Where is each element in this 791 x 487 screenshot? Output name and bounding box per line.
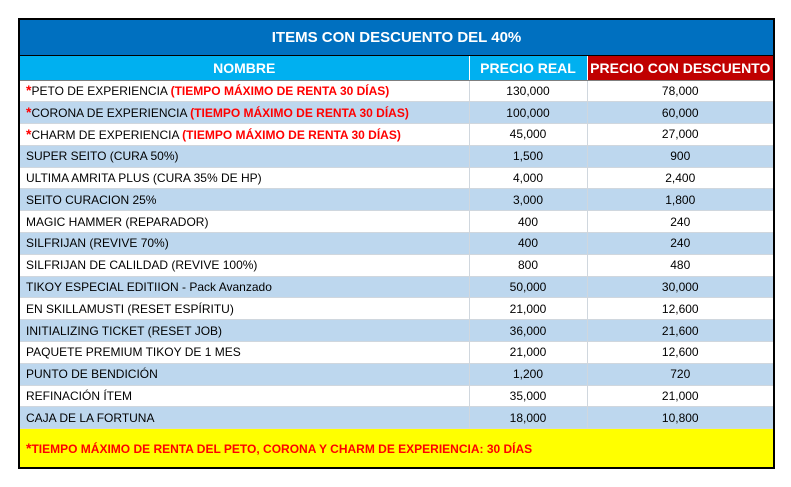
item-name: EN SKILLAMUSTI (RESET ESPÍRITU)	[26, 301, 234, 316]
real-price-cell: 100,000	[469, 102, 587, 124]
table-row	[20, 254, 773, 276]
asterisk-marker: *	[26, 125, 32, 142]
item-name-cell	[20, 363, 469, 385]
item-name: PETO DE EXPERIENCIA	[31, 84, 171, 99]
real-price-cell: 1,500	[469, 145, 587, 167]
item-name-cell	[20, 320, 469, 342]
discount-price-cell: 2,400	[587, 167, 773, 189]
table-body	[20, 80, 773, 429]
item-name: CORONA DE EXPERIENCIA	[31, 106, 191, 121]
table-row	[20, 363, 773, 385]
discount-price-cell: 240	[587, 233, 773, 255]
table-title: ITEMS CON DESCUENTO DEL 40%	[20, 20, 773, 55]
discount-table	[20, 20, 773, 467]
discount-price-cell: 21,600	[587, 320, 773, 342]
item-name-cell	[20, 233, 469, 255]
item-name: SUPER SEITO (CURA 50%)	[26, 149, 179, 164]
table-row	[20, 124, 773, 146]
table-row	[20, 385, 773, 407]
discount-price-cell: 12,600	[587, 298, 773, 320]
table-row	[20, 102, 773, 124]
item-name: ULTIMA AMRITA PLUS (CURA 35% DE HP)	[26, 171, 262, 186]
item-name: PAQUETE PREMIUM TIKOY DE 1 MES	[26, 345, 241, 360]
discount-price-cell: 60,000	[587, 102, 773, 124]
discount-items-sheet	[18, 18, 775, 469]
item-name: INITIALIZING TICKET (RESET JOB)	[26, 323, 223, 338]
discount-price-cell: 30,000	[587, 276, 773, 298]
real-price-cell: 1,200	[469, 363, 587, 385]
item-name-cell	[20, 385, 469, 407]
footer-asterisk: *	[26, 440, 32, 456]
table-row	[20, 276, 773, 298]
real-price-cell: 3,000	[469, 189, 587, 211]
item-name-cell	[20, 189, 469, 211]
table-row	[20, 211, 773, 233]
item-name-cell	[20, 276, 469, 298]
footer-note	[20, 429, 773, 467]
item-name: TIKOY ESPECIAL EDITIION - Pack Avanzado	[26, 280, 272, 295]
real-price-cell: 35,000	[469, 385, 587, 407]
rental-time-note: (TIEMPO MÁXIMO DE RENTA 30 DÍAS)	[170, 84, 390, 99]
item-name-cell	[20, 342, 469, 364]
table-row	[20, 342, 773, 364]
real-price-cell: 400	[469, 233, 587, 255]
item-name-cell	[20, 298, 469, 320]
item-name: MAGIC HAMMER (REPARADOR)	[26, 214, 209, 229]
table-row	[20, 167, 773, 189]
table-row	[20, 298, 773, 320]
item-name: SEITO CURACION 25%	[26, 192, 157, 207]
table-row	[20, 320, 773, 342]
discount-price-cell: 720	[587, 363, 773, 385]
item-name: REFINACIÓN ÍTEM	[26, 389, 133, 404]
column-header-name: NOMBRE	[20, 55, 469, 80]
item-name-cell	[20, 124, 469, 146]
column-header-discount-price: PRECIO CON DESCUENTO	[587, 55, 773, 80]
table-row	[20, 145, 773, 167]
item-name-cell	[20, 102, 469, 124]
discount-price-cell: 12,600	[587, 342, 773, 364]
real-price-cell: 50,000	[469, 276, 587, 298]
real-price-cell: 800	[469, 254, 587, 276]
footer-note-text: TIEMPO MÁXIMO DE RENTA DEL PETO, CORONA Y CHARM DE EXPERIENCIA: 30 DÍAS	[31, 442, 533, 456]
discount-price-cell: 1,800	[587, 189, 773, 211]
item-name: PUNTO DE BENDICIÓN	[26, 367, 158, 382]
item-name-cell	[20, 145, 469, 167]
real-price-cell: 21,000	[469, 298, 587, 320]
item-name-cell	[20, 167, 469, 189]
item-name-cell	[20, 211, 469, 233]
item-name-cell	[20, 407, 469, 429]
discount-price-cell: 78,000	[587, 80, 773, 102]
item-name-cell	[20, 254, 469, 276]
discount-price-cell: 900	[587, 145, 773, 167]
item-name: CAJA DE LA FORTUNA	[26, 410, 155, 425]
real-price-cell: 400	[469, 211, 587, 233]
item-name: SILFRIJAN (REVIVE 70%)	[26, 236, 169, 251]
real-price-cell: 45,000	[469, 124, 587, 146]
real-price-cell: 18,000	[469, 407, 587, 429]
discount-price-cell: 480	[587, 254, 773, 276]
table-row	[20, 189, 773, 211]
rental-time-note: (TIEMPO MÁXIMO DE RENTA 30 DÍAS)	[190, 106, 409, 121]
real-price-cell: 36,000	[469, 320, 587, 342]
item-name: SILFRIJAN DE CALILDAD (REVIVE 100%)	[26, 258, 258, 273]
asterisk-marker: *	[26, 82, 32, 99]
asterisk-marker: *	[26, 104, 32, 121]
discount-price-cell: 27,000	[587, 124, 773, 146]
discount-price-cell: 21,000	[587, 385, 773, 407]
table-row	[20, 80, 773, 102]
real-price-cell: 21,000	[469, 342, 587, 364]
discount-price-cell: 240	[587, 211, 773, 233]
discount-price-cell: 10,800	[587, 407, 773, 429]
table-row	[20, 233, 773, 255]
real-price-cell: 4,000	[469, 167, 587, 189]
item-name-cell	[20, 80, 469, 102]
rental-time-note: (TIEMPO MÁXIMO DE RENTA 30 DÍAS)	[182, 127, 401, 142]
item-name: CHARM DE EXPERIENCIA	[31, 127, 183, 142]
column-header-real-price: PRECIO REAL	[469, 55, 587, 80]
real-price-cell: 130,000	[469, 80, 587, 102]
table-row	[20, 407, 773, 429]
